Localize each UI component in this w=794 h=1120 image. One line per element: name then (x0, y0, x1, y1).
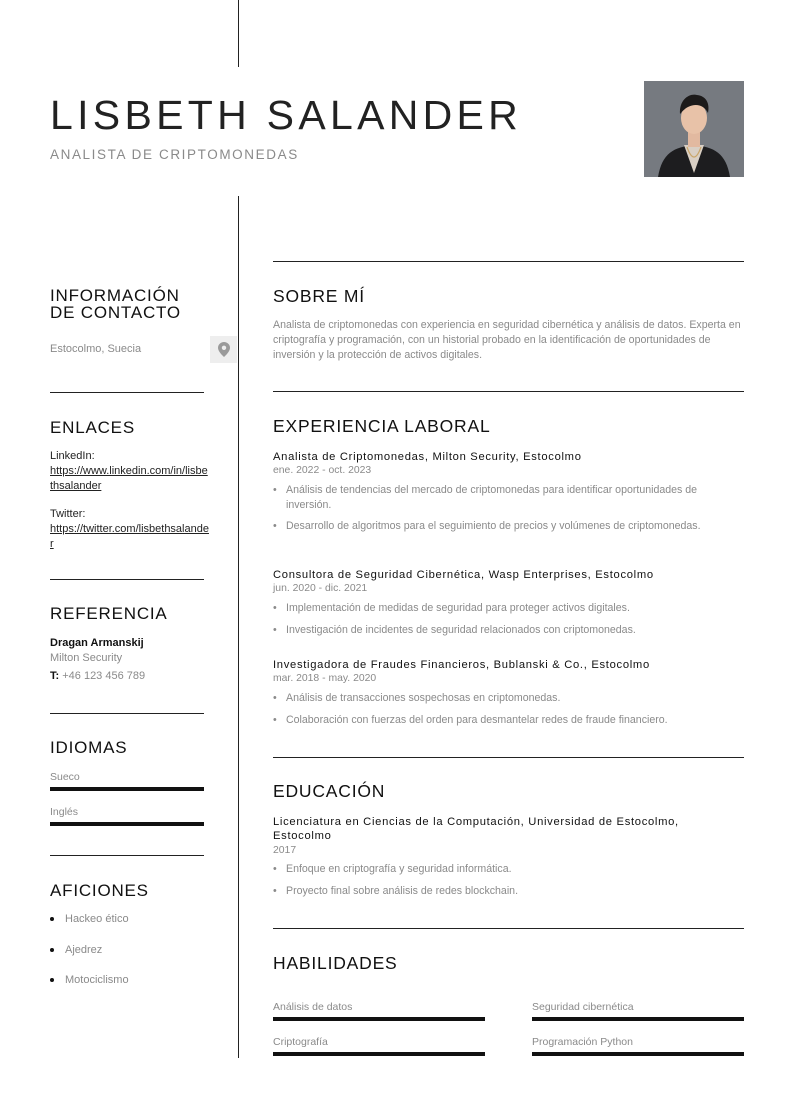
reference-phone-row (50, 670, 145, 682)
skill-level-bar (273, 1017, 485, 1021)
job-title: Investigadora de Fraudes Financieros, Bublanski & Co., Estocolmo (273, 659, 650, 671)
languages-heading: IDIOMAS (50, 738, 128, 757)
job-bullet-text: Análisis de tendencias del mercado de criptomonedas para identificar oportunidades de inversión. (286, 484, 698, 511)
language-level-bar (50, 787, 204, 791)
degree-title-line1: Licenciatura en Ciencias de la Computación, Universidad de Estocolmo, (273, 816, 679, 828)
job-bullet: • Colaboración con fuerzas del orden para desmantelar redes de fraude financiero. (273, 714, 668, 726)
reference-phone-label: T: (50, 670, 60, 682)
skill-name: Criptografía (273, 1036, 328, 1048)
education-heading: EDUCACIÓN (273, 781, 386, 801)
contact-heading-line2: DE CONTACTO (50, 303, 181, 322)
hobby-label: Motociclismo (65, 974, 129, 986)
job-bullet: • Desarrollo de algoritmos para el seguimiento de precios y volúmenes de criptomonedas. (273, 520, 701, 532)
job-bullet-text: Implementación de medidas de seguridad para proteger activos digitales. (286, 602, 630, 614)
job-bullet-text: Investigación de incidentes de seguridad relacionados con criptomonedas. (286, 624, 636, 636)
sidebar-divider (50, 855, 204, 856)
job-bullet: • Implementación de medidas de seguridad para proteger activos digitales. (273, 602, 630, 614)
hobby-label: Ajedrez (65, 944, 103, 956)
education-bullet: • Proyecto final sobre análisis de redes blockchain. (273, 885, 519, 897)
twitter-label: Twitter: (50, 508, 86, 520)
job-dates: mar. 2018 - may. 2020 (273, 673, 377, 684)
profile-photo (644, 81, 744, 177)
job-dates: jun. 2020 - dic. 2021 (273, 583, 368, 594)
sidebar-divider (50, 713, 204, 714)
contact-location: Estocolmo, Suecia (50, 343, 142, 355)
linkedin-label: LinkedIn: (50, 450, 95, 462)
job-bullet-text: Desarrollo de algoritmos para el seguimiento de precios y volúmenes de criptomonedas. (286, 520, 701, 532)
degree-title-line2: Estocolmo (273, 830, 332, 842)
skill-level-bar (532, 1017, 744, 1021)
skill-name: Seguridad cibernética (532, 1001, 634, 1013)
skill-name: Programación Python (532, 1036, 633, 1048)
reference-heading: REFERENCIA (50, 604, 168, 623)
sidebar-divider (50, 392, 204, 393)
hobby-item (50, 974, 129, 986)
hobby-item (50, 944, 102, 956)
about-text: Analista de criptomonedas con experiencia en seguridad cibernética y análisis de datos. Experta en criptografía y programación, con un historial probado en la identificación de oportunidades de inversión y la protección de activos digitales. (273, 319, 741, 361)
twitter-link-block (50, 507, 210, 552)
section-divider (273, 757, 744, 758)
reference-phone: +46 123 456 789 (62, 670, 146, 682)
job-dates: ene. 2022 - oct. 2023 (273, 465, 372, 476)
education-bullet-text: Enfoque en criptografía y seguridad informática. (286, 863, 512, 875)
section-divider (273, 928, 744, 929)
education-bullet-text: Proyecto final sobre análisis de redes blockchain. (286, 885, 519, 897)
twitter-link[interactable]: https://twitter.com/lisbethsalander (50, 523, 209, 550)
about-heading: SOBRE MÍ (273, 286, 365, 306)
contact-heading (50, 287, 181, 321)
job-bullet-text: Colaboración con fuerzas del orden para desmantelar redes de fraude financiero. (286, 714, 668, 726)
hobby-item (50, 913, 129, 925)
candidate-name: LISBETH SALANDER (50, 92, 523, 138)
job-bullet: • Análisis de transacciones sospechosas en criptomonedas. (273, 692, 561, 704)
language-name: Sueco (50, 771, 80, 783)
skill-name: Análisis de datos (273, 1001, 353, 1013)
job-bullet: • Investigación de incidentes de seguridad relacionados con criptomonedas. (273, 624, 636, 636)
links-heading: ENLACES (50, 418, 135, 437)
job-title: Analista de Criptomonedas, Milton Security, Estocolmo (273, 451, 582, 463)
bullet-dot-icon (50, 917, 54, 921)
section-divider (273, 261, 744, 262)
hobbies-heading: AFICIONES (50, 881, 149, 900)
language-level-bar (50, 822, 204, 826)
reference-company: Milton Security (50, 652, 123, 664)
top-divider-line (238, 0, 239, 67)
skill-level-bar (273, 1052, 485, 1056)
skills-heading: HABILIDADES (273, 953, 398, 973)
skill-level-bar (532, 1052, 744, 1056)
linkedin-link[interactable]: https://www.linkedin.com/in/lisbethsalander (50, 465, 208, 492)
experience-heading: EXPERIENCIA LABORAL (273, 416, 491, 436)
hobby-label: Hackeo ético (65, 913, 129, 925)
contact-heading-line1: INFORMACIÓN (50, 286, 180, 305)
candidate-job-title: ANALISTA DE CRIPTOMONEDAS (50, 147, 299, 162)
degree-year: 2017 (273, 845, 297, 856)
job-bullet: • Análisis de tendencias del mercado de criptomonedas para identificar oportunidades de inversión. (273, 483, 744, 513)
education-bullet: • Enfoque en criptografía y seguridad informática. (273, 863, 512, 875)
bullet-dot-icon (50, 948, 54, 952)
job-bullet-text: Análisis de transacciones sospechosas en criptomonedas. (286, 692, 561, 704)
section-divider (273, 391, 744, 392)
linkedin-link-block (50, 449, 210, 494)
bullet-dot-icon (50, 978, 54, 982)
sidebar-divider (50, 579, 204, 580)
map-pin-icon (210, 336, 237, 363)
reference-name: Dragan Armanskij (50, 637, 144, 649)
language-name: Inglés (50, 806, 79, 818)
job-title: Consultora de Seguridad Cibernética, Wasp Enterprises, Estocolmo (273, 569, 654, 581)
column-divider-line (238, 196, 239, 1058)
